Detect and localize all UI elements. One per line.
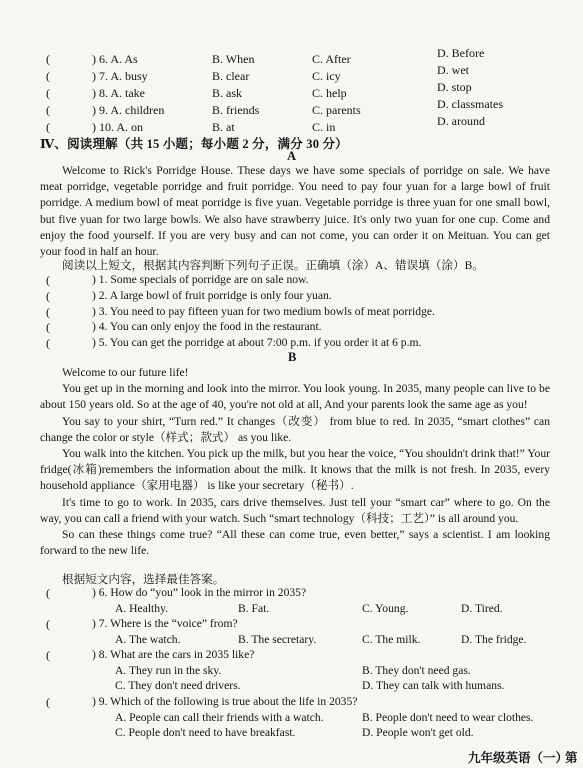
statement-3: ) 3. You need to pay fifteen yuan for two medium bowls of meat porridge. — [92, 305, 435, 318]
option-d: D. stop — [437, 80, 472, 94]
page-footer-cut: 第 — [565, 751, 578, 765]
passage-a-paragraph: Welcome to Rick's Porridge House. These days we have some specials of porridge on sale. We have meat porridge, vegetable porridge and fruit porridge. You need to pay four yuan for a large bowl of fruit porridge. A medium bowl of meat porridge is five yuan. Vegetable porridge is three yuan for one small bowl, but five yuan for two large bowls. We also have strawberry juice. It's only two yuan for one cup. Come and enjoy the food yourself. If you are very busy and can not come, you can order it on Meituan. You can get your food in half an hour. — [40, 164, 550, 259]
question-7-option-c: C. The milk. — [362, 633, 421, 646]
question-6-option-a: A. Healthy. — [115, 602, 169, 615]
passage-b-paragraph: You walk into the kitchen. You pick up the milk, but you hear the voice, “You shouldn't drink that!” Your fridge(冰箱)remembers the information about the milk. It knows that the milk is not fresh. In 2035, every household appliance（家用电器） is like your secretary（秘书）. — [40, 447, 550, 493]
statement-5: ) 5. You can get the porridge at about 7:00 p.m. if you order it at 6 p.m. — [92, 336, 422, 349]
question-9: ) 9. Which of the following is true about the life in 2035? — [92, 695, 358, 708]
option-a: ) 9. A. children — [92, 103, 165, 117]
passage-a-instruction: 阅读以上短文，根据其内容判断下列句子正误。正确填（涂）A、错误填（涂）B。 — [62, 259, 484, 272]
option-b: B. When — [212, 52, 255, 66]
option-c: C. After — [312, 52, 351, 66]
paren: ( — [46, 86, 50, 100]
question-6-option-c: C. Young. — [362, 602, 409, 615]
question-9-option-b: B. People don't need to wear clothes. — [362, 711, 534, 724]
passage-b-paragraph: You say to your shirt, “Turn red.” It changes（改变） from blue to red. In 2035, “smart clothes” can change the color or style（样式；款式） as you like. — [40, 414, 550, 444]
option-a: ) 8. A. take — [92, 86, 145, 100]
question-8-option-b: B. They don't need gas. — [362, 664, 471, 677]
option-d: D. Before — [437, 46, 485, 60]
statement-1: ) 1. Some specials of porridge are on sale now. — [92, 273, 309, 286]
passage-b-label: B — [288, 350, 297, 364]
option-c: C. help — [312, 86, 347, 100]
passage-a-label: A — [287, 149, 297, 163]
section-heading: Ⅳ、阅读理解（共 15 小题；每小题 2 分，满分 30 分） — [40, 137, 348, 151]
question-9-option-a: A. People can call their friends with a watch. — [115, 711, 324, 724]
passage-b-paragraph: So can these things come true? “All these can come true, even better,” says a scientist. I am looking forward to the new life. — [40, 528, 550, 558]
question-8-option-a: A. They run in the sky. — [115, 664, 222, 677]
question-8: ) 8. What are the cars in 2035 like? — [92, 648, 255, 661]
statement-2: ) 2. A large bowl of fruit porridge is only four yuan. — [92, 289, 332, 302]
passage-b-paragraph: You get up in the morning and look into the mirror. You look young. In 2035, many people can live to be about 150 years old. So at the age of 40, you're not old at all, And your parents look the same age as you! — [40, 382, 550, 412]
question-8-option-d: D. They can talk with humans. — [362, 679, 505, 692]
option-a: ) 10. A. on — [92, 120, 143, 134]
passage-b-instruction: 根据短文内容，选择最佳答案。 — [62, 573, 225, 586]
question-6-option-d: D. Tired. — [461, 602, 503, 615]
question-9-option-c: C. People don't need to have breakfast. — [115, 726, 296, 739]
question-7-option-d: D. The fridge. — [461, 633, 527, 646]
question-6-option-b: B. Fat. — [238, 602, 270, 615]
paren: ( — [46, 103, 50, 117]
option-d: D. classmates — [437, 97, 503, 111]
question-7: ) 7. Where is the “voice” from? — [92, 617, 238, 630]
option-b: B. at — [212, 120, 235, 134]
statement-4: ) 4. You can only enjoy the food in the restaurant. — [92, 320, 322, 333]
question-7-option-a: A. The watch. — [115, 633, 181, 646]
option-d: D. around — [437, 114, 485, 128]
option-a: ) 6. A. As — [92, 52, 138, 66]
exam-page: ( ) 6. A. As B. When C. After D. Before ( ) 7. A. busy B. clear C. icy D. wet ( ) 8. A. take B. ask C. help D. stop ( ) 9. A. children B. friends C. parents D. classmates ( ) 10. A. on B. at C. in D. around Ⅳ、阅读理解（共 15 小题；每小题 2 分，满分 30 分） A Welcome to Rick's Porridge House. These days we have some specials of porridge on sale. We have meat porridge, vegetable porridge and fruit porridge. You need to pay four yuan for a large bowl of fruit porridge. A medium bowl of meat porridge is five yuan. Vegetable porridge is three yuan for one small bowl, but five yuan for two large bowls. We also have strawberry juice. It's only two yuan for one cup. Come and enjoy the food yourself. If you are very busy and can not come, you can order it on Meituan. You can get your food in half an hour. 阅读以上短文，根据其内容判断下列句子正误。正确填（涂）A、错误填（涂）B。 ( ) 1. Some specials of porridge are on sale now. ( ) 2. A large bowl of fruit porridge is only four yuan. ( ) 3. You need to pay fifteen yuan for two medium bowls of meat porridge. ( ) 4. You can only enjoy the food in the restaurant. ( ) 5. You can get the porridge at about 7:00 p.m. if you order it at 6 p.m. B Welcome to our future life! You get up in the morning and look into the mirror. You look young. In 2035, many people can live to be about 150 years old. So at the age of 40, you're not old at all, And your parents look the same age as you! You say to your shirt, “Turn red.” It changes（改变） from blue to red. In 2035, “smart clothes” can change the color or style（样式；款式） as you like. You walk into the kitchen. You pick up the milk, but you hear the voice, “You shouldn't drink that!” Your fridge(冰箱)remembers the information about the milk. It knows that the milk is not fresh. In 2035, every household appliance（家用电器） is like your secretary（秘书）. It's time to go to work. In 2035, cars drive themselves. Just tell your “smart car” where to go. On the way, you can call a friend with your watch. Such “smart technology（科技；工艺）” is all around you. So can these things come true? “All these can come true, even better,” says a scientist. I am looking forward to the new life. 根据短文内容，选择最佳答案。 ( ) 6. How do “you” look in the mirror in 2035? A. Healthy. B. Fat. C. Young. D. Tired. ( ) 7. Where is the “voice” from? A. The watch. B. The secretary. C. The milk. D. The fridge. ( ) 8. What are the cars in 2035 like? A. They run in the sky. B. They don't need gas. C. They don't need drivers. D. They can talk with humans. ( ) 9. Which of the following is true about the life in 2035? A. People can call their friends with a watch. B. People don't need to wear clothes. C. People don't need to have breakfast. D. People won't get old. 九年级英语（一） 第 — [40, 46, 578, 765]
page-footer: 九年级英语（一） — [468, 751, 569, 765]
option-d: D. wet — [437, 63, 469, 77]
option-b: B. friends — [212, 103, 260, 117]
passage-b-text — [40, 365, 550, 559]
option-c: C. parents — [312, 103, 361, 117]
paren: ( — [46, 69, 50, 83]
passage-b-paragraph: Welcome to our future life! — [62, 366, 189, 379]
option-c: C. in — [312, 120, 336, 134]
option-c: C. icy — [312, 69, 341, 83]
question-7-option-b: B. The secretary. — [238, 633, 317, 646]
paren: ( — [46, 52, 50, 66]
question-8-option-c: C. They don't need drivers. — [115, 679, 241, 692]
passage-b-paragraph: It's time to go to work. In 2035, cars drive themselves. Just tell your “smart car” where to go. On the way, you can call a friend with your watch. Such “smart technology（科技；工艺）” is all around you. — [40, 495, 550, 525]
passage-a-text — [40, 163, 550, 260]
paren: ( — [46, 120, 50, 134]
option-a: ) 7. A. busy — [92, 69, 148, 83]
question-9-option-d: D. People won't get old. — [362, 726, 474, 739]
option-b: B. ask — [212, 86, 242, 100]
question-6: ) 6. How do “you” look in the mirror in 2035? — [92, 586, 307, 599]
option-b: B. clear — [212, 69, 250, 83]
